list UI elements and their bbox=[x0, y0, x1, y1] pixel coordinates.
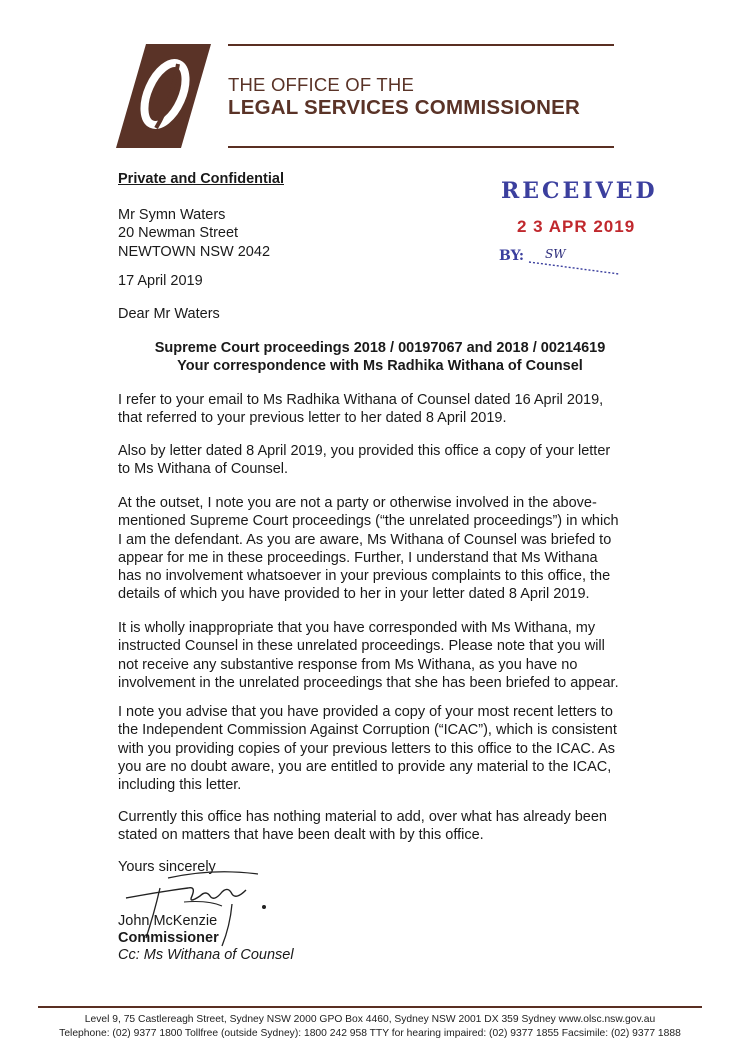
paragraph-line: not receive any substantive response from Ms Withana, as you have no bbox=[118, 656, 578, 673]
paragraph-line: details of which you have provided to her in your letter dated 8 April 2019. bbox=[118, 586, 590, 603]
paragraph-line: appear for me in these proceedings. Further, I understand that Ms Withana bbox=[118, 549, 598, 566]
paragraph-line: including this letter. bbox=[118, 777, 242, 794]
letter-date: 17 April 2019 bbox=[118, 273, 203, 289]
classification-label: Private and Confidential bbox=[118, 171, 284, 187]
paragraph-line: has no involvement whatsoever in your previous complaints to this office, the bbox=[118, 568, 611, 585]
stamp-received: RECEIVED bbox=[501, 178, 658, 204]
org-name-line1: THE OFFICE OF THE bbox=[228, 74, 415, 95]
paragraph-line: I am the defendant. As you are aware, Ms Withana of Counsel was briefed to bbox=[118, 531, 612, 548]
signature-dot bbox=[262, 905, 266, 909]
paragraph-2 bbox=[118, 442, 642, 479]
org-name-line2: LEGAL SERVICES COMMISSIONER bbox=[228, 96, 581, 119]
paragraph-line: At the outset, I note you are not a party or otherwise involved in the above- bbox=[118, 495, 597, 511]
subject-line: Supreme Court proceedings 2018 / 00197067 and 2018 / 00214619 bbox=[154, 340, 606, 356]
received-stamp bbox=[497, 168, 658, 280]
paragraph-5 bbox=[118, 703, 642, 794]
paragraph-line: I note you advise that you have provided a copy of your most recent letters to bbox=[118, 704, 613, 720]
footer-address: Level 9, 75 Castlereagh Street, Sydney NSW 2000 GPO Box 4460, Sydney NSW 2001 DX 359 Sydney www.olsc.nsw.gov.au bbox=[84, 1014, 656, 1025]
subject-heading bbox=[118, 339, 642, 375]
paragraph-line: you are no doubt aware, you are entitled to provide any material to the ICAC, bbox=[118, 758, 612, 775]
header-rule-top bbox=[228, 44, 614, 46]
paragraph-line: It is wholly inappropriate that you have corresponded with Ms Withana, my bbox=[118, 620, 596, 636]
stamp-initials: SW bbox=[545, 247, 566, 261]
subject-line: Your correspondence with Ms Radhika Withana of Counsel bbox=[177, 358, 583, 374]
paragraph-line: the Independent Commission Against Corruption (“ICAC”), which is consistent bbox=[118, 722, 617, 739]
olsc-logo bbox=[116, 44, 211, 148]
header-rule-bottom bbox=[228, 146, 614, 148]
closing: Yours sincerely bbox=[118, 859, 216, 875]
paragraph-line: involvement in the unrelated proceedings that she has been briefed to appear. bbox=[118, 674, 619, 691]
signatory-name: John McKenzie bbox=[118, 913, 218, 929]
paragraph-line: stated on matters that have been dealt with by this office. bbox=[118, 827, 484, 844]
stamp-by-label: BY: bbox=[499, 248, 525, 264]
address-line: Mr Symn Waters bbox=[118, 207, 226, 223]
recipient-address bbox=[118, 206, 270, 261]
signatory-role: Commissioner bbox=[118, 930, 219, 946]
paragraph-line: mentioned Supreme Court proceedings (“the unrelated proceedings”) in which bbox=[118, 513, 619, 530]
cc-line: Cc: Ms Withana of Counsel bbox=[118, 947, 294, 963]
paragraph-line: to Ms Withana of Counsel. bbox=[118, 461, 289, 478]
paragraph-1 bbox=[118, 391, 642, 428]
paragraph-line: with you providing copies of your previous letters to this office to the ICAC. As bbox=[118, 740, 616, 757]
paragraph-4 bbox=[118, 619, 642, 692]
address-line: 20 Newman Street bbox=[118, 225, 239, 242]
stamp-date: 2 3 APR 2019 bbox=[517, 217, 636, 236]
paragraph-line: Also by letter dated 8 April 2019, you provided this office a copy of your letter bbox=[118, 443, 611, 459]
salutation: Dear Mr Waters bbox=[118, 306, 220, 322]
paragraph-line: Currently this office has nothing material to add, over what has already been bbox=[118, 809, 607, 825]
paragraph-6 bbox=[118, 808, 642, 845]
address-line: NEWTOWN NSW 2042 bbox=[118, 243, 271, 260]
footer-rule bbox=[38, 1006, 702, 1008]
paragraph-line: instructed Counsel in these unrelated proceedings. Please note that you will bbox=[118, 638, 605, 655]
footer-contacts: Telephone: (02) 9377 1800 Tollfree (outside Sydney): 1800 242 958 TTY for hearing impaired: (02) 9377 1855 Facsimile: (02) 9377 1888 bbox=[59, 1028, 681, 1039]
paragraph-3 bbox=[118, 494, 642, 604]
paragraph-line: I refer to your email to Ms Radhika Withana of Counsel dated 16 April 2019, bbox=[118, 392, 604, 408]
paragraph-line: that referred to your previous letter to her dated 8 April 2019. bbox=[118, 410, 507, 427]
